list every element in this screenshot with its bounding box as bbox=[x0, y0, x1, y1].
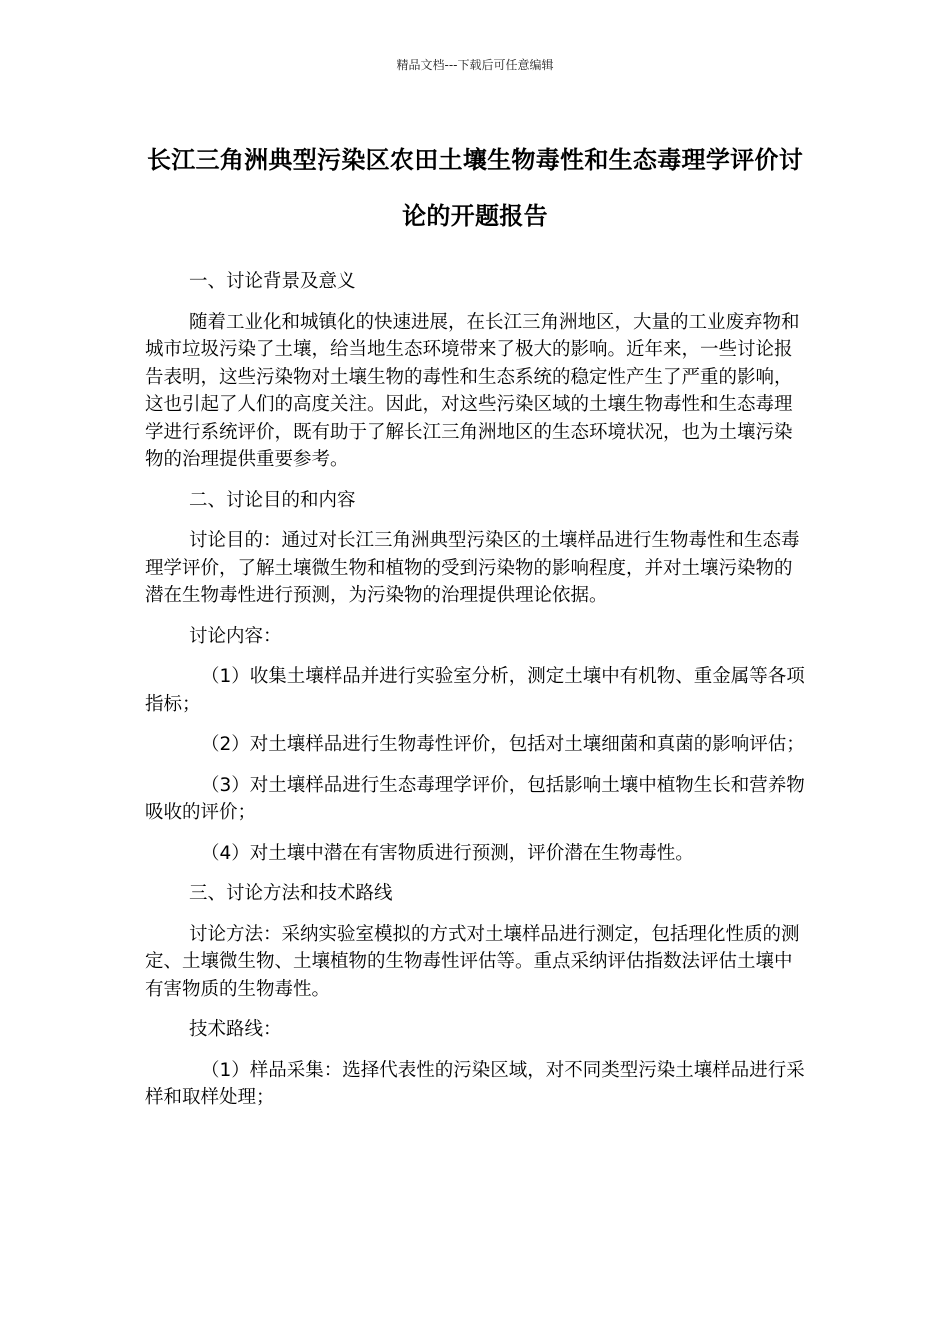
content-item-3: （3）对土壤样品进行生态毒理学评价，包括影响土壤中植物生长和营养物吸收的评价； bbox=[145, 774, 805, 823]
route-label: 技术路线： bbox=[189, 1019, 282, 1040]
section-heading-background: 一、讨论背景及意义 bbox=[189, 271, 356, 292]
section-heading-method: 三、讨论方法和技术路线 bbox=[189, 883, 393, 904]
purpose-paragraph: 讨论目的：通过对长江三角洲典型污染区的土壤样品进行生物毒性和生态毒理学评价，了解土壤微生物和植物的受到污染物的影响程度，并对土壤污染物的潜在生物毒性进行预测，为污染物的治理提供理论依据。 bbox=[145, 530, 800, 606]
method-paragraph: 讨论方法：采纳实验室模拟的方式对土壤样品进行测定，包括理化性质的测定、土壤微生物、土壤植物的生物毒性评估等。重点采纳评估指数法评估土壤中有害物质的生物毒性。 bbox=[145, 923, 800, 1000]
content-label: 讨论内容： bbox=[189, 625, 282, 647]
content-item-4: （4）对土壤中潜在有害物质进行预测，评价潜在生物毒性。 bbox=[201, 842, 694, 864]
content-item-1: （1）收集土壤样品并进行实验室分析，测定土壤中有机物、重金属等各项指标； bbox=[145, 666, 805, 715]
content-item-2: （2）对土壤样品进行生物毒性评价，包括对土壤细菌和真菌的影响评估； bbox=[201, 734, 805, 755]
route-item-1: （1）样品采集：选择代表性的污染区域，对不同类型污染土壤样品进行采样和取样处理； bbox=[145, 1059, 805, 1108]
document-body bbox=[145, 268, 807, 1125]
document-title: 长江三角洲典型污染区农田土壤生物毒性和生态毒理学评价讨论的开题报告 bbox=[146, 146, 804, 230]
section-heading-purpose: 二、讨论目的和内容 bbox=[189, 489, 356, 511]
header-note: 精品文档---下载后可任意编辑 bbox=[396, 58, 554, 72]
background-paragraph: 随着工业化和城镇化的快速进展，在长江三角洲地区，大量的工业废弃物和城市垃圾污染了土壤，给当地生态环境带来了极大的影响。近年来，一些讨论报告表明，这些污染物对土壤生物的毒性和生态系统的稳定性产生了严重的影响，这也引起了人们的高度关注。因此，对这些污染区域的土壤生物毒性和生态毒理学进行系统评价，既有助于了解长江三角洲地区的生态环境状况，也为土壤污染物的治理提供重要参考。 bbox=[145, 311, 800, 470]
